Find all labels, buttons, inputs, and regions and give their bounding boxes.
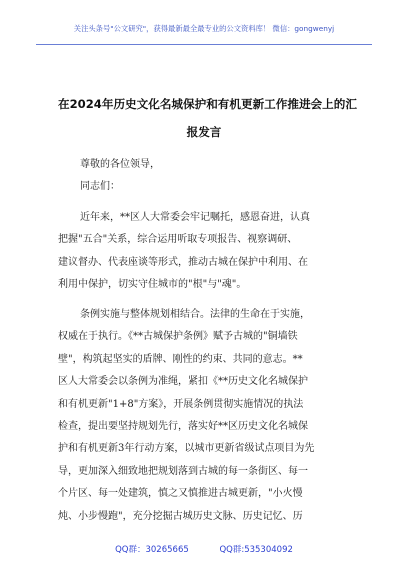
footer-qq-group-1: QQ群：30265665 <box>115 545 189 555</box>
paragraph-line: 把握"五合"关系，综合运用听取专项报告、视察调研、 <box>58 234 298 246</box>
paragraph-line: 建议督办、代表座谈等形式，推动古城在保护中利用、在 <box>58 256 308 268</box>
paragraph-line: 和有机更新"1+8"方案》，开展条例贯彻实施情况的执法 <box>58 398 304 410</box>
footer-qq-group-2: QQ群:535304092 <box>219 545 293 555</box>
document-title-line-2: 报发言 <box>186 125 222 139</box>
paragraph-line: 近年来，**区人大常委会牢记嘱托，感恩奋进，认真 <box>80 212 310 223</box>
paragraph-1 <box>58 207 350 297</box>
paragraph-line: 条例实施与整体规划相结合。法律的生命在于实施， <box>80 309 310 320</box>
paragraph-line: 导，更加深入细致地把规划落到古城的每一条街区、每一 <box>58 465 308 477</box>
paragraph-line: 区人大常委会以条例为准绳，紧扣《**历史文化名城保护 <box>58 376 308 388</box>
header-divider <box>36 44 372 45</box>
paragraph-2 <box>58 304 350 528</box>
paragraph-line: 护和有机更新3年行动方案，以城市更新省级试点项目为先 <box>58 443 315 455</box>
paragraph-line: 检查，提出要坚持规划先行，落实好**区历史文化名城保 <box>58 420 308 432</box>
paragraph-line: 利用中保护，切实守住城市的"根"与"魂"。 <box>58 279 247 291</box>
salutation: 尊敬的各位领导， <box>80 159 160 170</box>
greeting: 同志们： <box>80 181 120 192</box>
footer-contact <box>0 543 408 555</box>
paragraph-line: 权威在于执行。《**古城保护条例》赋予古城的"铜墙铁 <box>58 331 298 343</box>
paragraph-line: 个片区、每一处建筑，慎之又慎推进古城更新，"小火慢 <box>58 488 303 500</box>
document-title-line-1: 在2024年历史文化名城保护和有机更新工作推进会上的汇 <box>58 97 357 111</box>
paragraph-line: 炖、小步慢跑"，充分挖掘古城历史文脉、历史记忆、历 <box>58 510 303 522</box>
header-banner: 关注头条号"公文研究"，获得最新最全最专业的公文资料库！ 微信：gongwenyj <box>73 24 335 33</box>
paragraph-line: 壁"，构筑起坚实的盾牌、刚性的约束、共同的意志。** <box>58 353 303 365</box>
